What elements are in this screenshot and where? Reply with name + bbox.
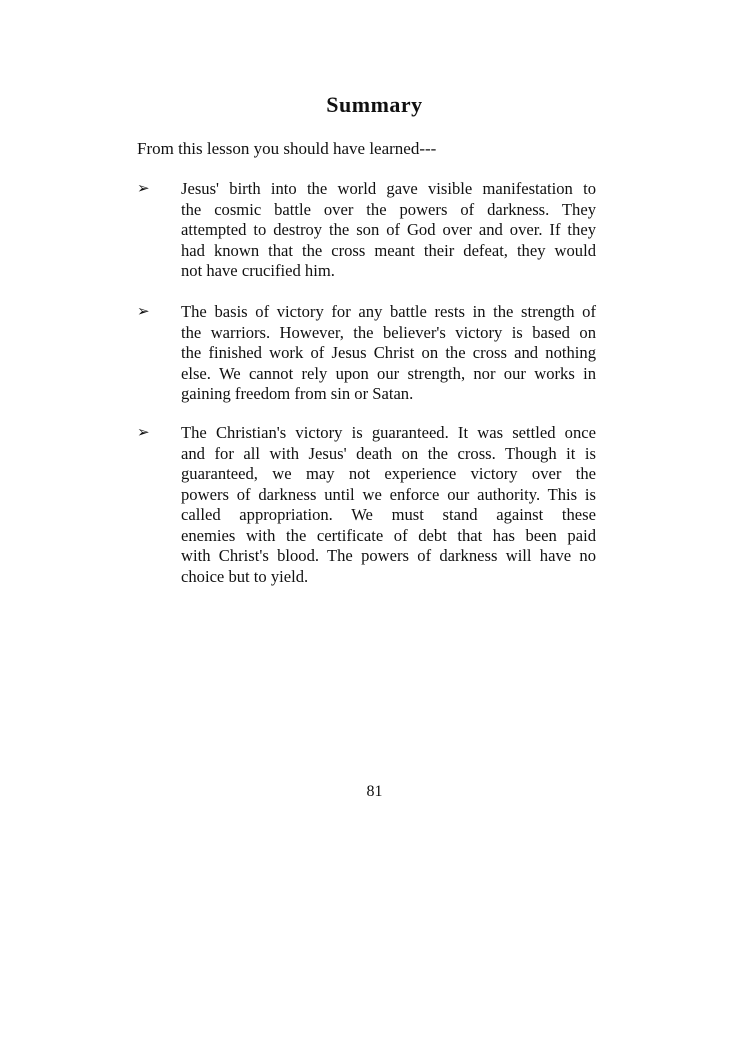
text-line: powers of darkness until we enforce our authority. This is	[181, 484, 596, 504]
text-line: the warriors. However, the believer's victory is based on	[181, 322, 596, 342]
text-line: and for all with Jesus' death on the cross. Though it is	[181, 443, 596, 463]
text-line: had known that the cross meant their defeat, they would	[181, 240, 596, 260]
text-line: The basis of victory for any battle rests in the strength of	[181, 302, 596, 321]
text-line: guaranteed, we may not experience victory over the	[181, 464, 596, 483]
text-line: the cosmic battle over the powers of darkness. They	[181, 199, 596, 219]
text-line: Jesus' birth into the world gave visible manifestation to	[181, 179, 596, 198]
text-line: choice but to yield.	[181, 566, 309, 586]
text-line: The Christian's victory is guaranteed. It was settled once	[181, 423, 596, 442]
bullet-text	[181, 179, 596, 282]
bullet-text	[181, 302, 596, 405]
text-line: the finished work of Jesus Christ on the cross and nothing	[181, 343, 596, 362]
text-line: called appropriation. We must stand against these	[181, 505, 596, 524]
page-title: Summary	[326, 92, 423, 117]
text-line: attempted to destroy the son of God over and over. If they	[181, 220, 596, 239]
text-line: not have crucified him.	[181, 261, 335, 280]
arrow-bullet-icon: ➢	[137, 181, 150, 197]
page-number: 81	[366, 783, 383, 800]
bullet-text	[181, 423, 596, 587]
intro-text: From this lesson you should have learned---	[137, 139, 437, 158]
text-line: gaining freedom from sin or Satan.	[181, 384, 414, 403]
text-line: enemies with the certificate of debt that has been paid	[181, 525, 596, 545]
arrow-bullet-icon: ➢	[137, 304, 150, 320]
text-line: with Christ's blood. The powers of darkness will have no	[181, 546, 596, 565]
arrow-bullet-icon: ➢	[137, 425, 150, 441]
text-line: else. We cannot rely upon our strength, nor our works in	[181, 363, 596, 383]
